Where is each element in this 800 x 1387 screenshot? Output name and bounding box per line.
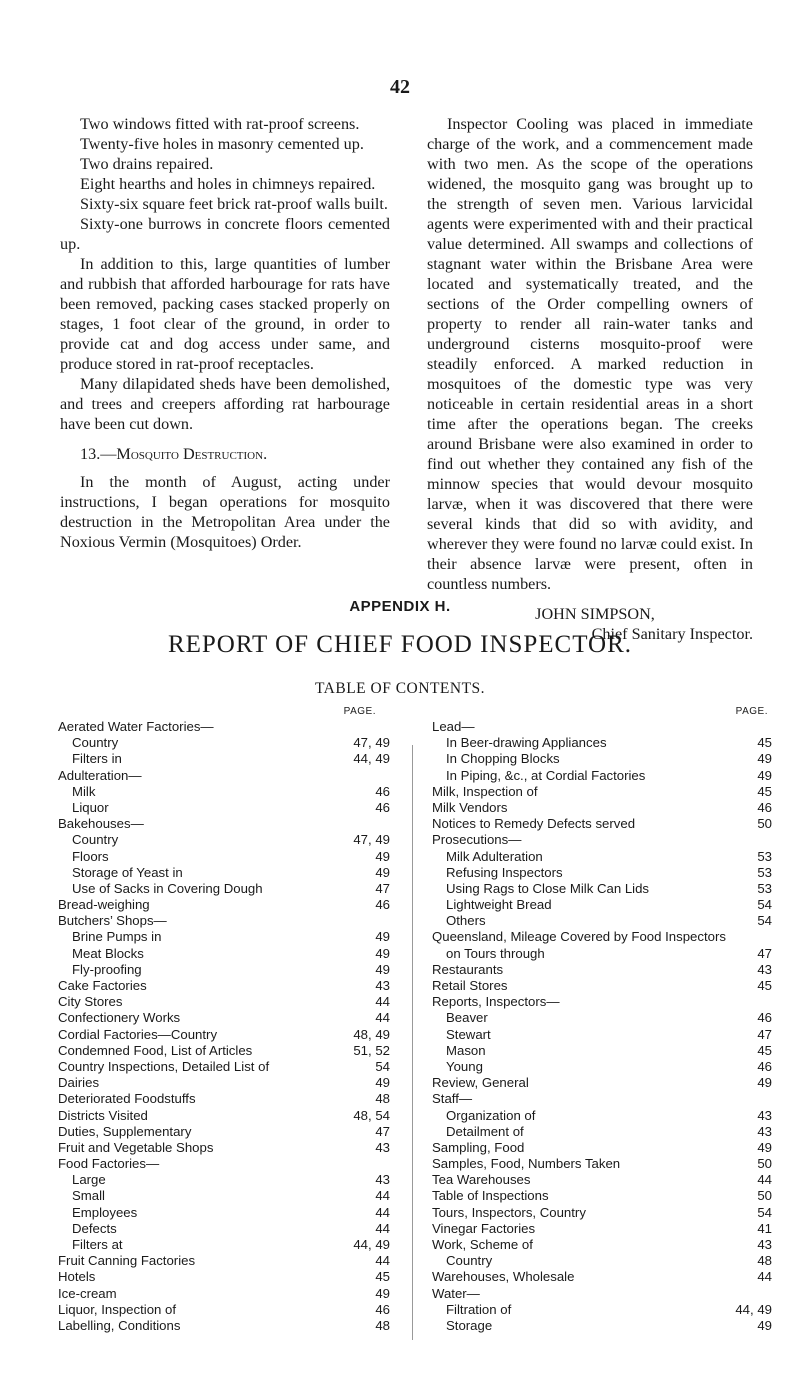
paragraph: Twenty-five holes in masonry cemented up. bbox=[80, 135, 364, 153]
toc-entry bbox=[432, 1010, 776, 1026]
toc-entry-page: 43 bbox=[757, 1123, 772, 1139]
toc-entry-page: 54 bbox=[757, 897, 772, 913]
toc-entry bbox=[58, 1091, 404, 1107]
toc-entry bbox=[432, 897, 776, 913]
toc-entry-page: 47 bbox=[757, 1026, 772, 1042]
toc-entry-page: 45 bbox=[757, 1042, 772, 1058]
toc-entry bbox=[432, 1205, 776, 1221]
toc-entry bbox=[432, 1108, 776, 1124]
toc-entry bbox=[432, 1286, 776, 1302]
toc-entry-label: Restaurants bbox=[432, 961, 504, 977]
toc-entry-page: 50 bbox=[757, 816, 772, 832]
toc-entry bbox=[58, 1140, 404, 1156]
toc-entry-page: 43 bbox=[757, 961, 772, 977]
toc-entry-label: Filtration of bbox=[446, 1301, 512, 1317]
toc-entry bbox=[58, 735, 404, 751]
toc-entry-label: Duties, Supplementary bbox=[58, 1123, 192, 1139]
toc-entry bbox=[432, 978, 776, 994]
toc-entry-label: Tea Warehouses bbox=[432, 1172, 531, 1188]
toc-entry bbox=[58, 1075, 404, 1091]
toc-entry bbox=[58, 816, 404, 832]
toc-entry-label: In Beer-drawing Appliances bbox=[446, 735, 607, 751]
toc-entry-label: Milk Vendors bbox=[432, 799, 508, 815]
toc-entry bbox=[58, 1043, 404, 1059]
toc-entry-page: 50 bbox=[757, 1188, 772, 1204]
toc-entry bbox=[58, 978, 404, 994]
toc-entry-label: Organization of bbox=[446, 1107, 536, 1123]
toc-entry-label: Bread-weighing bbox=[58, 897, 150, 913]
toc-entry bbox=[432, 849, 776, 865]
toc-entry bbox=[58, 929, 404, 945]
toc-entry-label: Fruit and Vegetable Shops bbox=[58, 1139, 214, 1155]
toc-entry-label: Large bbox=[72, 1172, 106, 1188]
toc-entry-page: 46 bbox=[757, 1058, 772, 1074]
toc-entry-label: In Chopping Blocks bbox=[446, 751, 560, 767]
toc-entry bbox=[58, 784, 404, 800]
toc-entry-label: Small bbox=[72, 1188, 105, 1204]
toc-entry-label: Meat Blocks bbox=[72, 945, 144, 961]
toc-entry-page: 45 bbox=[375, 1269, 390, 1285]
toc-entry-page: 49 bbox=[757, 1075, 772, 1091]
toc-entry bbox=[432, 1124, 776, 1140]
toc-entry-label: Water— bbox=[432, 1285, 480, 1301]
toc-entry bbox=[58, 865, 404, 881]
toc-entry-label: Confectionery Works bbox=[58, 1010, 181, 1026]
report-title: REPORT OF CHIEF FOOD INSPECTOR. bbox=[167, 631, 633, 658]
toc-entry bbox=[58, 1237, 404, 1253]
toc-entry-page: 44 bbox=[375, 1204, 390, 1220]
toc-entry-label: Prosecutions— bbox=[432, 832, 522, 848]
toc-entry-label: Mason bbox=[446, 1042, 486, 1058]
toc-entry-page: 46 bbox=[375, 1301, 390, 1317]
toc-entry-label: Fruit Canning Factories bbox=[58, 1253, 196, 1269]
toc-entry-label: Others bbox=[446, 913, 486, 929]
paragraph: In the month of August, acting under instructions, I began operations for mosquito destruction in the Metropolitan Area under the Noxious Vermin (Mosquitoes) Order. bbox=[60, 473, 390, 551]
toc-entry-page: 47 bbox=[375, 1123, 390, 1139]
toc-entry-label: Liquor bbox=[72, 799, 109, 815]
toc-entry bbox=[432, 1253, 776, 1269]
toc-entry-page: 44 bbox=[757, 1172, 772, 1188]
toc-entry-label: Filters at bbox=[72, 1237, 123, 1252]
toc-entry bbox=[58, 1172, 404, 1188]
toc-entry-label: Fly-proofing bbox=[72, 961, 142, 977]
toc-entry-label: Warehouses, Wholesale bbox=[432, 1269, 575, 1285]
paragraph: Two windows fitted with rat-proof screens. bbox=[80, 115, 360, 133]
toc-entry bbox=[432, 751, 776, 767]
toc-entry bbox=[432, 1156, 776, 1172]
toc-entry bbox=[58, 1318, 404, 1334]
paragraph: Two drains repaired. bbox=[80, 155, 214, 173]
toc-entry-page: 49 bbox=[757, 767, 772, 783]
toc-left-column bbox=[58, 705, 404, 1334]
toc-entry bbox=[58, 1108, 404, 1124]
toc-entry-label: Storage bbox=[446, 1317, 493, 1333]
toc-entry bbox=[432, 832, 776, 848]
toc-entry-label: Notices to Remedy Defects served bbox=[432, 816, 636, 832]
toc-entry-page: 46 bbox=[757, 1010, 772, 1026]
toc-entry-page: 49 bbox=[375, 1285, 390, 1301]
toc-entry-label: Employees bbox=[72, 1204, 138, 1220]
toc-entry-page: 45 bbox=[757, 978, 772, 993]
toc-entry bbox=[58, 1010, 404, 1026]
toc-entry-page: 45 bbox=[757, 735, 772, 751]
paragraph: Inspector Cooling was placed in immediate charge of the work, and a commencement made with two men. As the scope of the operations widened, the mosquito gang was brought up to the strength of seven men. Various larvicidal agents were experimented with and their practical value determined. All swamps and collections of stagnant water within the Brisbane Area were located and systematically treated, and the sections of the Order compelling owners of property to render all rain-water tanks and underground cisterns mosquito-proof were steadily enforced. A marked reduction in mosquitoes of the domestic type was very noticeable in certain residential areas in a short time after the operations began. The creeks around Brisbane were also examined in order to find out whether they contained any fish of the minnow species that would devour mosquito larvæ, when it was discovered that there were several kinds that did so with avidity, and wherever they were found no larvæ could exist. In their absence larvæ were present, often in countless numbers. bbox=[427, 115, 753, 593]
toc-entry bbox=[58, 913, 404, 929]
toc-entry bbox=[432, 1075, 776, 1091]
paragraph: Eight hearths and holes in chimneys repaired. bbox=[80, 175, 376, 193]
toc-entry-label: Refusing Inspectors bbox=[446, 864, 563, 880]
toc-entry-label: Lightweight Bread bbox=[446, 897, 552, 913]
toc-entry bbox=[432, 784, 776, 800]
toc-entry bbox=[58, 881, 404, 897]
signature-name: JOHN SIMPSON, bbox=[535, 605, 655, 623]
toc-entry-label: Food Factories— bbox=[58, 1156, 160, 1172]
toc-entry bbox=[58, 751, 404, 767]
toc-entry bbox=[432, 768, 776, 784]
toc-entry-label: Floors bbox=[72, 848, 109, 864]
toc-entry-label: Bakehouses— bbox=[58, 816, 144, 832]
toc-entry-page: 49 bbox=[375, 864, 390, 880]
toc-entry-label: Milk bbox=[72, 783, 96, 799]
toc-entry-label: Butchers’ Shops— bbox=[58, 913, 167, 929]
paragraph: Sixty-one burrows in concrete floors cemented up. bbox=[60, 215, 390, 253]
toc-entry-page: 44, 49 bbox=[735, 1301, 772, 1317]
toc-entry bbox=[58, 1302, 404, 1318]
toc-entry-page: 43 bbox=[375, 1172, 390, 1188]
toc-entry-label: Hotels bbox=[58, 1269, 96, 1285]
toc-entry bbox=[58, 1253, 404, 1269]
toc-entry-label: Review, General bbox=[432, 1075, 529, 1091]
toc-entry-label: Detailment of bbox=[446, 1123, 524, 1139]
toc-title: TABLE OF CONTENTS. bbox=[314, 680, 486, 697]
toc-entry-label: In Piping, &c., at Cordial Factories bbox=[446, 767, 646, 783]
toc-entry-page: 49 bbox=[375, 961, 390, 977]
left-text-column bbox=[60, 114, 390, 552]
toc-entry-label: Queensland, Mileage Covered by Food Inspectors bbox=[432, 929, 726, 945]
toc-entry bbox=[432, 1237, 776, 1253]
toc-entry-page: 43 bbox=[375, 1139, 390, 1155]
toc-entry-page: 44 bbox=[757, 1269, 772, 1285]
toc-entry-page: 44, 49 bbox=[353, 751, 390, 767]
toc-entry-label: Ice-cream bbox=[58, 1285, 117, 1301]
toc-entry-label: Milk Adulteration bbox=[446, 848, 543, 864]
toc-entry-label: Young bbox=[446, 1058, 483, 1074]
toc-entry bbox=[58, 897, 404, 913]
toc-entry-page: 51, 52 bbox=[353, 1042, 390, 1058]
toc-entry-label: Districts Visited bbox=[58, 1107, 148, 1123]
toc-entry-page: 46 bbox=[375, 799, 390, 815]
toc-entry bbox=[432, 1188, 776, 1204]
toc-entry-label: Tours, Inspectors, Country bbox=[432, 1204, 586, 1220]
toc-entry-label: Condemned Food, List of Articles bbox=[58, 1042, 253, 1058]
toc-entry bbox=[432, 1059, 776, 1075]
toc-entry-label: Stewart bbox=[446, 1026, 491, 1042]
toc-entry bbox=[58, 768, 404, 784]
paragraph: Many dilapidated sheds have been demolished, and trees and creepers affording rat harbourage have been cut down. bbox=[60, 375, 390, 433]
toc-entry-label: Cordial Factories—Country bbox=[58, 1026, 218, 1042]
toc-entry bbox=[58, 946, 404, 962]
toc-entry bbox=[58, 1286, 404, 1302]
toc-entry-page: 41 bbox=[757, 1220, 772, 1236]
toc-entry-page: 45 bbox=[757, 783, 772, 799]
toc-entry bbox=[58, 1205, 404, 1221]
toc-entry-page: 48 bbox=[375, 1091, 390, 1107]
toc-entry-label: Reports, Inspectors— bbox=[432, 994, 560, 1010]
toc-entry bbox=[432, 865, 776, 881]
toc-entry-page: 46 bbox=[375, 783, 390, 799]
toc-entry-page: 44, 49 bbox=[353, 1237, 390, 1252]
toc-entry-page: 49 bbox=[375, 848, 390, 864]
toc-entry bbox=[432, 1269, 776, 1285]
toc-entry-label: Liquor, Inspection of bbox=[58, 1301, 177, 1317]
toc-entry bbox=[58, 1059, 404, 1075]
toc-entry-page: 53 bbox=[757, 848, 772, 864]
toc-entry-page: 46 bbox=[757, 799, 772, 815]
toc-entry-page: 47, 49 bbox=[353, 735, 390, 751]
toc-entry-label: Storage of Yeast in bbox=[72, 864, 183, 880]
toc-entry-label: Aerated Water Factories— bbox=[58, 719, 214, 734]
toc-entry bbox=[432, 929, 776, 945]
toc-entry-label: Using Rags to Close Milk Can Lids bbox=[446, 880, 650, 896]
toc-entry bbox=[432, 1027, 776, 1043]
right-text-column bbox=[427, 114, 753, 644]
page-number: 42 bbox=[390, 76, 410, 98]
toc-entry-page: 54 bbox=[757, 1204, 772, 1220]
toc-entry bbox=[58, 1156, 404, 1172]
toc-entry-label: on Tours through bbox=[446, 945, 545, 961]
toc-entry bbox=[58, 832, 404, 848]
toc-entry-label: Country Inspections, Detailed List of bbox=[58, 1058, 270, 1074]
toc-entry bbox=[432, 946, 776, 962]
toc-entry-label: Work, Scheme of bbox=[432, 1237, 533, 1252]
toc-entry-label: Samples, Food, Numbers Taken bbox=[432, 1156, 621, 1172]
toc-entry-label: Country bbox=[72, 735, 119, 751]
toc-entry-label: Milk, Inspection of bbox=[432, 783, 538, 799]
toc-entry-label: Lead— bbox=[432, 719, 475, 734]
toc-entry-page: 46 bbox=[375, 897, 390, 913]
toc-entry-label: Table of Inspections bbox=[432, 1188, 549, 1204]
toc-entry-page: 48, 54 bbox=[353, 1107, 390, 1123]
toc-entry-label: Filters in bbox=[72, 751, 122, 767]
column-divider bbox=[412, 745, 413, 1340]
toc-entry bbox=[58, 962, 404, 978]
toc-entry bbox=[432, 1043, 776, 1059]
page-column-header: PAGE. bbox=[735, 706, 768, 717]
toc-entry-page: 49 bbox=[757, 1317, 772, 1333]
toc-entry bbox=[58, 719, 404, 735]
paragraph: Sixty-six square feet brick rat-proof walls built. bbox=[80, 195, 388, 213]
toc-entry-page: 48 bbox=[757, 1253, 772, 1269]
toc-entry bbox=[432, 881, 776, 897]
toc-entry-label: Sampling, Food bbox=[432, 1139, 525, 1155]
toc-entry-label: Retail Stores bbox=[432, 978, 508, 993]
toc-entry-page: 43 bbox=[757, 1237, 772, 1252]
toc-entry bbox=[58, 849, 404, 865]
toc-entry-label: Labelling, Conditions bbox=[58, 1317, 181, 1333]
toc-entry-label: Brine Pumps in bbox=[72, 929, 162, 945]
toc-entry bbox=[432, 1302, 776, 1318]
toc-entry-label: Beaver bbox=[446, 1010, 488, 1026]
toc-entry-label: Vinegar Factories bbox=[432, 1220, 536, 1236]
toc-entry bbox=[432, 800, 776, 816]
toc-entry bbox=[432, 1091, 776, 1107]
toc-entry-page: 43 bbox=[375, 978, 390, 993]
toc-entry-label: Deteriorated Foodstuffs bbox=[58, 1091, 196, 1107]
toc-entry-page: 53 bbox=[757, 864, 772, 880]
toc-entry-page: 49 bbox=[375, 945, 390, 961]
toc-right-column bbox=[432, 705, 776, 1334]
toc-entry-page: 44 bbox=[375, 1220, 390, 1236]
toc-entry-page: 47 bbox=[757, 945, 772, 961]
section-heading: 13.—Mosquito Destruction. bbox=[80, 445, 268, 463]
toc-entry-page: 44 bbox=[375, 1253, 390, 1269]
toc-entry-page: 50 bbox=[757, 1156, 772, 1172]
toc-entry-page: 49 bbox=[757, 751, 772, 767]
toc-entry bbox=[432, 735, 776, 751]
toc-entry-page: 44 bbox=[375, 994, 390, 1010]
toc-entry-page: 49 bbox=[757, 1139, 772, 1155]
toc-entry-label: Cake Factories bbox=[58, 978, 147, 993]
toc-entry-page: 44 bbox=[375, 1010, 390, 1026]
toc-entry bbox=[58, 1027, 404, 1043]
toc-entry-label: Dairies bbox=[58, 1075, 100, 1091]
toc-entry-page: 48 bbox=[375, 1317, 390, 1333]
toc-entry bbox=[432, 816, 776, 832]
toc-entry bbox=[58, 1124, 404, 1140]
toc-entry bbox=[58, 800, 404, 816]
toc-entry-page: 54 bbox=[757, 913, 772, 929]
toc-entry bbox=[432, 962, 776, 978]
toc-entry bbox=[432, 719, 776, 735]
toc-entry-page: 47, 49 bbox=[353, 832, 390, 848]
toc-entry-label: Adulteration— bbox=[58, 767, 142, 783]
signature-title: Chief Sanitary Inspector. bbox=[591, 625, 753, 643]
toc-entry bbox=[432, 1221, 776, 1237]
toc-entry-label: Country bbox=[446, 1253, 493, 1269]
toc-entry-label: City Stores bbox=[58, 994, 123, 1010]
toc-entry-page: 53 bbox=[757, 880, 772, 896]
toc-entry-label: Staff— bbox=[432, 1091, 473, 1107]
page-column-header: PAGE. bbox=[343, 706, 376, 717]
toc-entry bbox=[58, 1221, 404, 1237]
toc-entry-label: Defects bbox=[72, 1220, 117, 1236]
toc-entry bbox=[432, 913, 776, 929]
appendix-label: APPENDIX H. bbox=[349, 598, 451, 615]
toc-entry bbox=[432, 1140, 776, 1156]
paragraph: In addition to this, large quantities of lumber and rubbish that afforded harbourage for rats have been removed, packing cases stacked properly on stages, 1 foot clear of the ground, in order to provide cat and dog access under same, and produce stored in rat-proof receptacles. bbox=[60, 255, 390, 373]
toc-entry-label: Use of Sacks in Covering Dough bbox=[72, 880, 263, 896]
toc-entry bbox=[432, 994, 776, 1010]
toc-entry-page: 48, 49 bbox=[353, 1026, 390, 1042]
toc-entry-page: 49 bbox=[375, 929, 390, 945]
toc-entry bbox=[58, 1269, 404, 1285]
toc-entry-page: 49 bbox=[375, 1075, 390, 1091]
toc-entry-label: Country bbox=[72, 832, 119, 848]
toc-entry bbox=[432, 1318, 776, 1334]
toc-entry-page: 54 bbox=[375, 1058, 390, 1074]
toc-entry-page: 43 bbox=[757, 1107, 772, 1123]
toc-entry bbox=[58, 994, 404, 1010]
toc-entry-page: 44 bbox=[375, 1188, 390, 1204]
toc-entry bbox=[432, 1172, 776, 1188]
toc-entry-page: 47 bbox=[375, 880, 390, 896]
toc-entry bbox=[58, 1188, 404, 1204]
